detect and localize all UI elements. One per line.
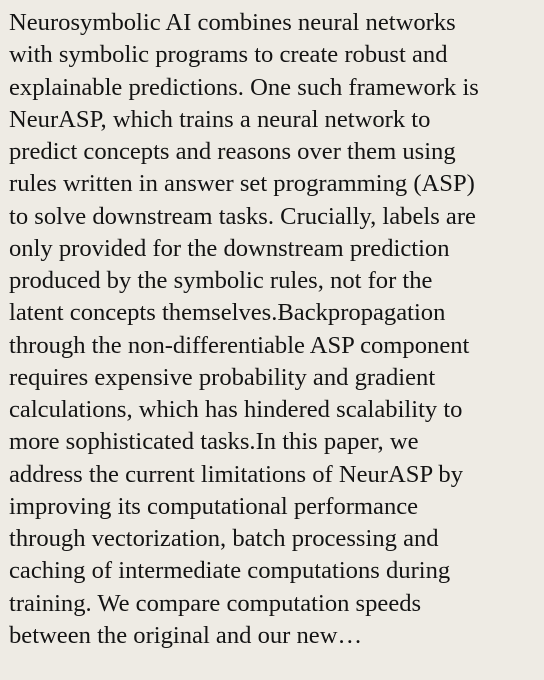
text-line: through the non-differentiable ASP component: [9, 331, 470, 359]
text-line: NeurASP, which trains a neural network to: [9, 105, 431, 133]
text-line: explainable predictions. One such framework is: [9, 73, 479, 101]
text-line: through vectorization, batch processing and: [9, 525, 439, 552]
text-line: caching of intermediate computations during: [9, 557, 451, 585]
text-line: more sophisticated tasks.In this paper, we: [9, 428, 419, 456]
text-line: only provided for the downstream prediction: [9, 234, 450, 262]
text-line: Neurosymbolic AI combines neural networks: [9, 9, 456, 36]
text-line: improving its computational performance: [9, 492, 419, 520]
abstract-text: [9, 7, 544, 652]
text-line: calculations, which has hindered scalability to: [9, 396, 463, 423]
text-line: predict concepts and reasons over them using: [9, 138, 456, 165]
text-line: training. We compare computation speeds: [9, 589, 422, 617]
text-line: requires expensive probability and gradient: [9, 363, 436, 391]
text-line: with symbolic programs to create robust and: [9, 41, 448, 69]
text-line: latent concepts themselves.Backpropagation: [9, 299, 446, 327]
text-line: address the current limitations of NeurASP by: [9, 460, 463, 488]
text-line: produced by the symbolic rules, not for the: [9, 267, 433, 294]
text-line: rules written in answer set programming (ASP): [9, 170, 475, 198]
text-line: between the original and our new…: [9, 621, 363, 649]
text-line: to solve downstream tasks. Crucially, labels are: [9, 202, 476, 230]
